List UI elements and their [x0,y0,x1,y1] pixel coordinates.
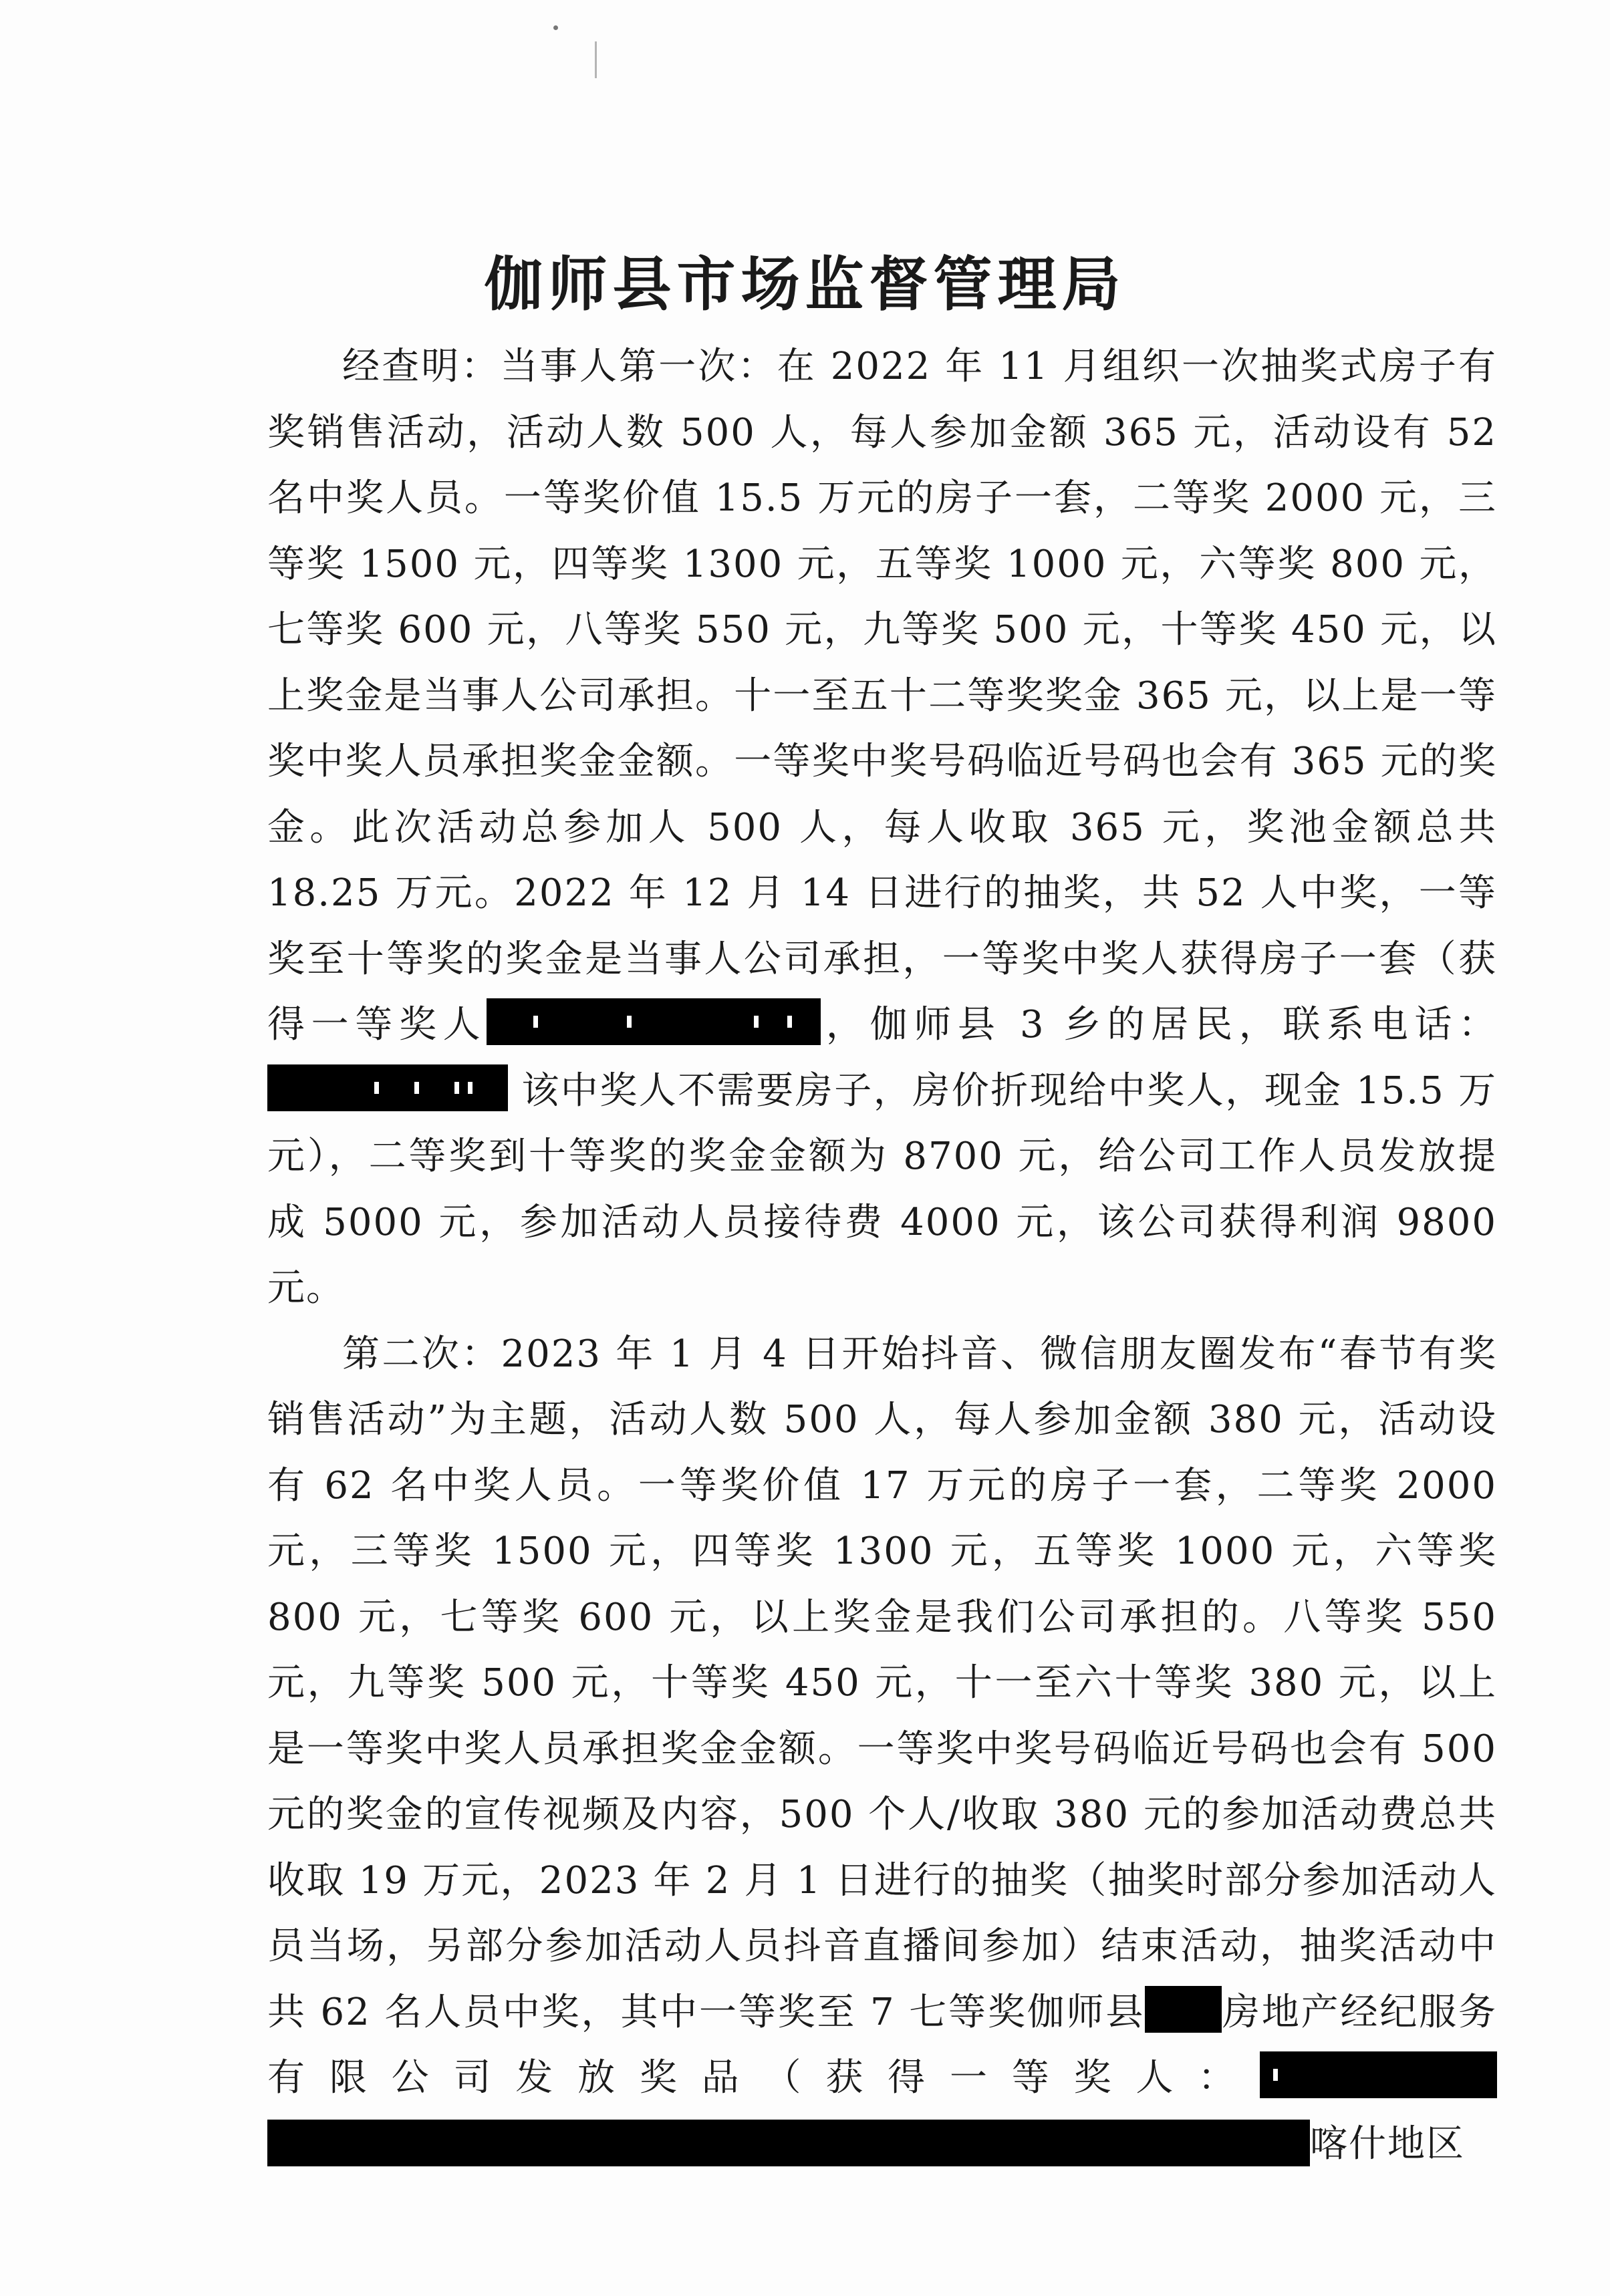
paragraph2-text-b: 房地产经纪服务有限公司发放奖品（获得一等奖人： [267,1990,1497,2100]
redaction-winner-name-2 [1260,2051,1497,2098]
paragraph-second-event [267,1322,1497,2178]
scan-mark [595,41,597,78]
paragraph1-text-c: 该中奖人不需要房子，房价折现给中奖人，现金 15.5 万元），二等奖到十等奖的奖金金额为 8700 元，给公司工作人员发放提成 5000 元，参加活动人员接待费 4000 元，该公司获得利润 9800 元。 [267,1068,1497,1310]
redaction-winner-details [267,2120,1310,2166]
document-title: 伽师县市场监督管理局 [484,249,1126,319]
redaction-winner-name [487,998,821,1045]
paragraph1-text-b: ，伽师县 3 乡的居民，联系电话： [821,1003,1497,1046]
scan-speck [553,25,558,30]
paragraph-first-event [267,334,1497,1322]
redaction-phone-number [267,1064,508,1111]
document-body [267,334,1497,2177]
paragraph2-text-a: 第二次：2023 年 1 月 4 日开始抖音、微信朋友圈发布“春节有奖销售活动”为主题，活动人数 500 人，每人参加金额 380 元，活动设有 62 名中奖人员。一等奖价值 17 万元的房子一套，二等奖 2000 元，三等奖 1500 元，四等奖 1300 元，五等奖 1000 元，六等奖 800 元，七等奖 600 元，以上奖金是我们公司承担的。八等奖 550 元，九等奖 500 元，十等奖 450 元，十一至六十等奖 380 元，以上是一等奖中奖人员承担奖金金额。一等奖中奖号码临近号码也会有 500 元的奖金的宣传视频及内容，500 个人/收取 380 元的参加活动费总共收取 19 万元，2023 年 2 月 1 日进行的抽奖（抽奖时部分参加活动人员当场，另部分参加活动人员抖音直播间参加）结束活动，抽奖活动中共 62 名人员中奖，其中一等奖至 7 七等奖伽师县 [267,1332,1497,2034]
paragraph2-text-c: 喀什地区 [1310,2122,1465,2166]
redaction-company-name [1145,1986,1222,2033]
paragraph1-text-a: 经查明：当事人第一次：在 2022 年 11 月组织一次抽奖式房子有奖销售活动，活动人数 500 人，每人参加金额 365 元，活动设有 52 名中奖人员。一等奖价值 15.5 万元的房子一套，二等奖 2000 元，三等奖 1500 元，四等奖 1300 元，五等奖 1000 元，六等奖 800 元，七等奖 600 元，八等奖 550 元，九等奖 500 元，十等奖 450 元，以上奖金是当事人公司承担。十一至五十二等奖奖金 365 元，以上是一等奖中奖人员承担奖金金额。一等奖中奖号码临近号码也会有 365 元的奖金。此次活动总参加人 500 人，每人收取 365 元，奖池金额总共 18.25 万元。2022 年 12 月 14 日进行的抽奖，共 52 人中奖，一等奖至十等奖的奖金是当事人公司承担，一等奖中奖人获得房子一套（获得一等奖人 [267,345,1498,1046]
